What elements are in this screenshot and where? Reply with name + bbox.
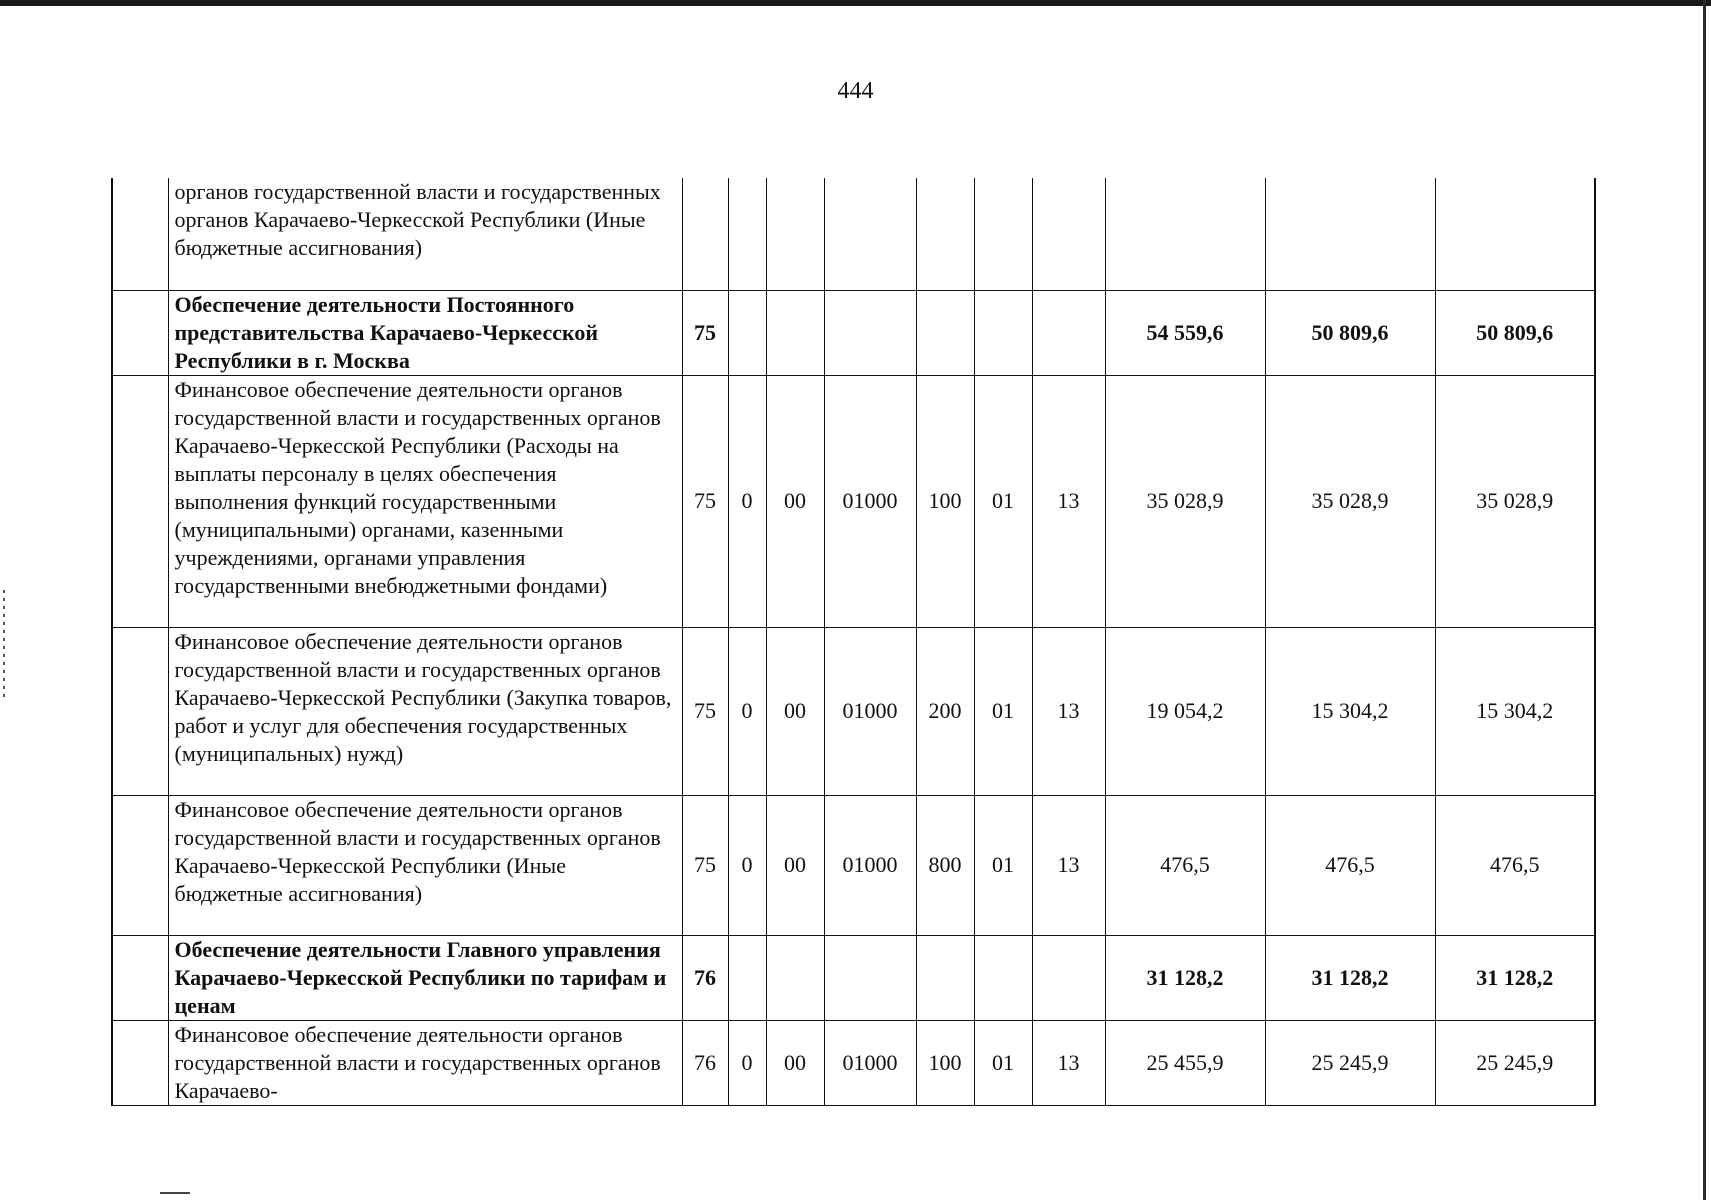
amount-cell: 31 128,2	[1105, 935, 1265, 1020]
code-cell: 00	[766, 627, 824, 795]
amount-cell: 35 028,9	[1265, 375, 1435, 627]
description-cell: органов государственной власти и государственных органов Карачаево-Черкесской Республики (Иные бюджетные ассигнования)	[168, 178, 682, 290]
amount-cell	[1265, 178, 1435, 290]
description-cell: Обеспечение деятельности Главного управления Карачаево-Черкесской Республики по тарифам и ценам	[168, 935, 682, 1020]
code-cell: 13	[1032, 375, 1105, 627]
amount-cell: 19 054,2	[1105, 627, 1265, 795]
code-cell: 75	[682, 290, 728, 375]
amount-cell: 476,5	[1105, 795, 1265, 935]
code-cell: 00	[766, 1020, 824, 1105]
code-cell: 76	[682, 935, 728, 1020]
row-number-cell	[112, 178, 168, 290]
code-cell	[766, 935, 824, 1020]
code-cell: 13	[1032, 627, 1105, 795]
amount-cell: 476,5	[1435, 795, 1595, 935]
scan-mark	[160, 1192, 190, 1194]
code-cell	[728, 290, 766, 375]
code-cell: 100	[916, 1020, 974, 1105]
description-cell: Финансовое обеспечение деятельности органов государственной власти и государственных органов Карачаево-Черкесской Республики (Расходы на выплаты персоналу в целях обеспечения выполнения функций государственными (муниципальными) органами, казенными учреждениями, органами управления государственными внебюджетными фондами)	[168, 375, 682, 627]
code-cell: 76	[682, 1020, 728, 1105]
scan-left-artifact	[3, 590, 5, 700]
amount-cell: 15 304,2	[1435, 627, 1595, 795]
code-cell: 01	[974, 795, 1032, 935]
table-row	[112, 795, 1595, 935]
code-cell	[728, 935, 766, 1020]
code-cell: 75	[682, 627, 728, 795]
code-cell: 0	[728, 1020, 766, 1105]
code-cell: 01	[974, 1020, 1032, 1105]
code-cell	[916, 935, 974, 1020]
amount-cell	[1435, 178, 1595, 290]
code-cell	[974, 935, 1032, 1020]
amount-cell: 54 559,6	[1105, 290, 1265, 375]
code-cell	[824, 290, 916, 375]
code-cell: 75	[682, 795, 728, 935]
code-cell	[682, 178, 728, 290]
code-cell	[824, 935, 916, 1020]
code-cell: 01000	[824, 1020, 916, 1105]
code-cell: 800	[916, 795, 974, 935]
code-cell	[766, 178, 824, 290]
row-number-cell	[112, 375, 168, 627]
amount-cell: 476,5	[1265, 795, 1435, 935]
code-cell: 13	[1032, 1020, 1105, 1105]
amount-cell: 31 128,2	[1265, 935, 1435, 1020]
amount-cell: 35 028,9	[1105, 375, 1265, 627]
description-cell: Финансовое обеспечение деятельности органов государственной власти и государственных органов Карачаево-Черкесской Республики (Закупка товаров, работ и услуг для обеспечения государственных (муниципальных) нужд)	[168, 627, 682, 795]
scan-right-border	[1703, 0, 1706, 1200]
code-cell	[1032, 935, 1105, 1020]
amount-cell	[1105, 178, 1265, 290]
description-cell: Финансовое обеспечение деятельности органов государственной власти и государственных органов Карачаево-Черкесской Республики (Иные бюджетные ассигнования)	[168, 795, 682, 935]
code-cell: 0	[728, 375, 766, 627]
code-cell: 01000	[824, 627, 916, 795]
code-cell	[974, 178, 1032, 290]
table-row	[112, 375, 1595, 627]
amount-cell: 15 304,2	[1265, 627, 1435, 795]
amount-cell: 31 128,2	[1435, 935, 1595, 1020]
code-cell: 200	[916, 627, 974, 795]
budget-table	[111, 178, 1596, 1106]
row-number-cell	[112, 935, 168, 1020]
row-number-cell	[112, 1020, 168, 1105]
row-number-cell	[112, 290, 168, 375]
code-cell: 13	[1032, 795, 1105, 935]
code-cell	[974, 290, 1032, 375]
code-cell: 0	[728, 627, 766, 795]
code-cell: 01000	[824, 795, 916, 935]
page-number: 444	[837, 78, 874, 104]
code-cell	[824, 178, 916, 290]
code-cell: 01	[974, 375, 1032, 627]
code-cell	[1032, 290, 1105, 375]
code-cell: 0	[728, 795, 766, 935]
description-cell: Обеспечение деятельности Постоянного представительства Карачаево-Черкесской Республики в г. Москва	[168, 290, 682, 375]
table-row	[112, 935, 1595, 1020]
amount-cell: 25 455,9	[1105, 1020, 1265, 1105]
amount-cell: 35 028,9	[1435, 375, 1595, 627]
code-cell	[766, 290, 824, 375]
amount-cell: 25 245,9	[1265, 1020, 1435, 1105]
amount-cell: 50 809,6	[1265, 290, 1435, 375]
scan-top-border	[0, 0, 1711, 6]
code-cell: 75	[682, 375, 728, 627]
amount-cell: 50 809,6	[1435, 290, 1595, 375]
description-cell: Финансовое обеспечение деятельности органов государственной власти и государственных органов Карачаево-	[168, 1020, 682, 1105]
code-cell: 100	[916, 375, 974, 627]
row-number-cell	[112, 627, 168, 795]
code-cell: 00	[766, 795, 824, 935]
code-cell	[1032, 178, 1105, 290]
code-cell	[728, 178, 766, 290]
code-cell: 01000	[824, 375, 916, 627]
amount-cell: 25 245,9	[1435, 1020, 1595, 1105]
row-number-cell	[112, 795, 168, 935]
code-cell	[916, 290, 974, 375]
code-cell: 01	[974, 627, 1032, 795]
code-cell: 00	[766, 375, 824, 627]
table-row	[112, 1020, 1595, 1105]
table-row	[112, 178, 1595, 290]
code-cell	[916, 178, 974, 290]
table-row	[112, 290, 1595, 375]
table-row	[112, 627, 1595, 795]
